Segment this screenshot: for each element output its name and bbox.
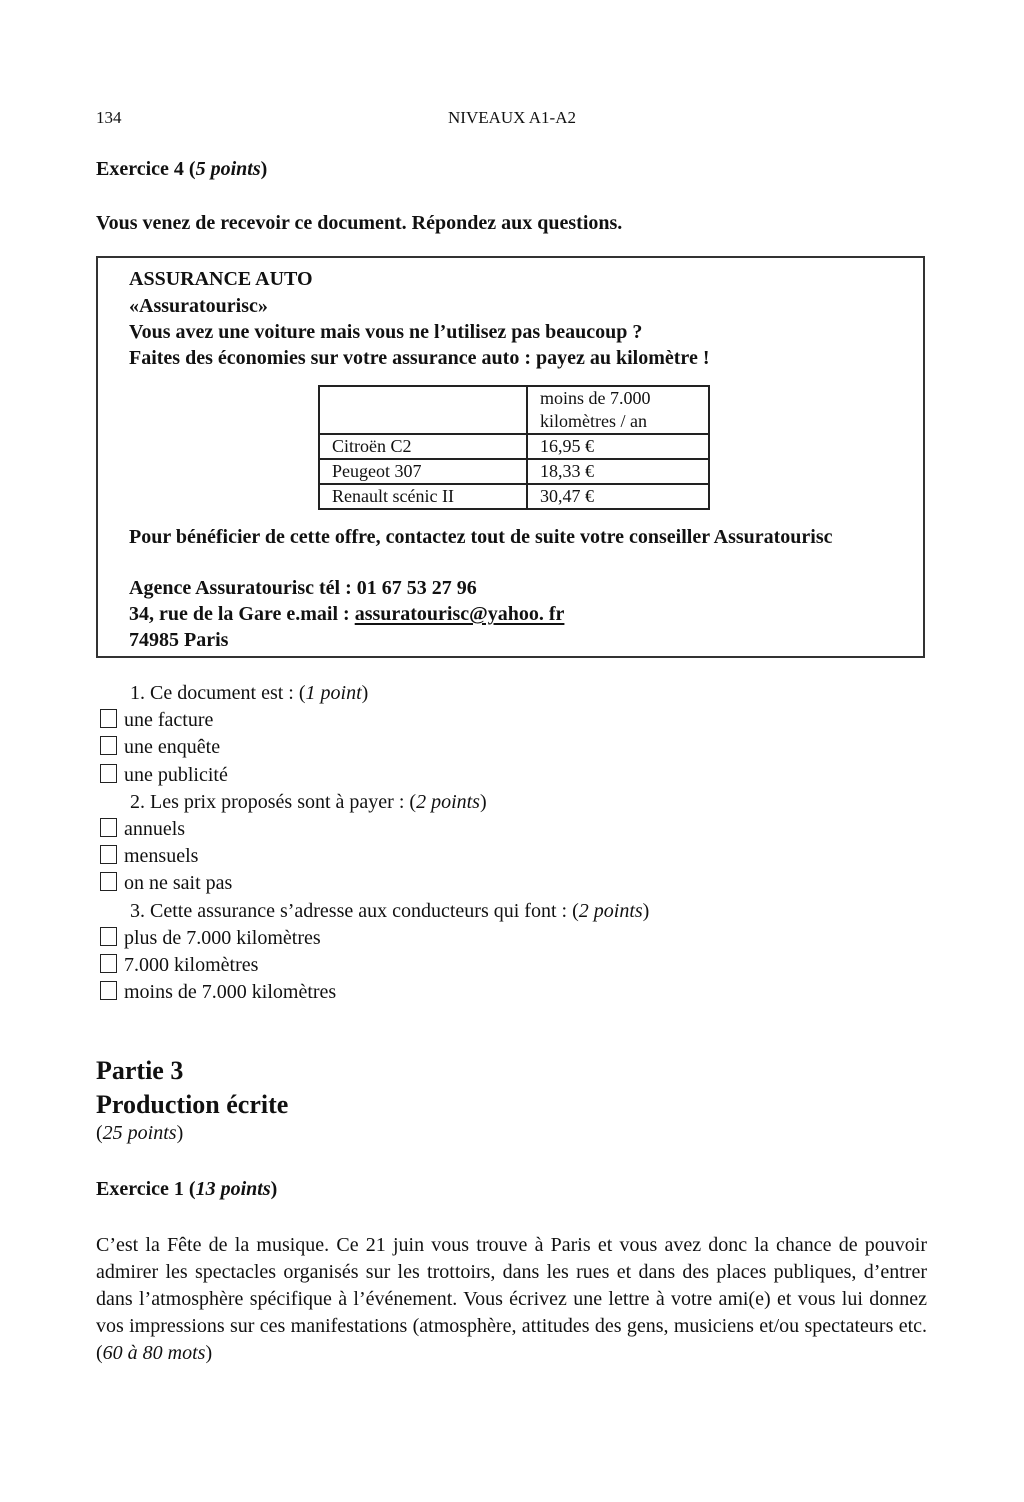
page-number: 134: [96, 108, 122, 127]
ad-brand: «Assuratourisc»: [129, 295, 268, 317]
question-3: 3. Cette assurance s’adresse aux conducteurs qui font : (2 points): [130, 899, 650, 922]
ad-city: 74985 Paris: [129, 629, 229, 651]
exercise-1-heading: Exercice 1 (13 points): [96, 1178, 278, 1200]
exercise-1-prompt: C’est la Fête de la musique. Ce 21 juin vous trouve à Paris et vous avez donc la chance de pouvoir admirer les spectacles organisés sur les trottoirs, dans les rues et dans des places publiques, d’entrer dans l’atmosphère spécifique à l’événement. Vous écrivez une lettre à votre ami(e) et vous lui donnez vos impressions sur ces manifestations (atmosphère, attitudes des gens, musiciens et/ou spectateurs etc. (60 à 80 mots): [96, 1234, 927, 1364]
table-row: [319, 484, 709, 509]
price-cell: 18,33 €: [527, 459, 709, 484]
checkbox[interactable]: [100, 927, 117, 946]
running-header: NIVEAUX A1-A2: [448, 108, 576, 127]
ad-agency: Agence Assuratourisc tél : 01 67 53 27 96: [129, 577, 477, 599]
exercise-4-heading: Exercice 4 (5 points): [96, 158, 268, 180]
ad-title: ASSURANCE AUTO: [129, 268, 313, 290]
option[interactable]: une facture: [130, 707, 649, 734]
table-row: [319, 434, 709, 459]
table-header-row: [319, 386, 709, 434]
checkbox[interactable]: [100, 954, 117, 973]
option[interactable]: mensuels: [130, 843, 649, 870]
option[interactable]: une enquête: [130, 734, 649, 761]
exercise-4-instruction: Vous venez de recevoir ce document. Répondez aux questions.: [96, 212, 623, 234]
option[interactable]: moins de 7.000 kilomètres: [130, 979, 649, 1006]
question-1: 1. Ce document est : (1 point): [130, 682, 369, 704]
checkbox[interactable]: [100, 872, 117, 891]
ad-address: 34, rue de la Gare e.mail : assuratourisc@yahoo. fr: [129, 603, 565, 625]
car-cell: Renault scénic II: [319, 484, 527, 509]
option[interactable]: plus de 7.000 kilomètres: [130, 925, 649, 952]
ad-question: Vous avez une voiture mais vous ne l’utilisez pas beaucoup ?: [129, 321, 643, 343]
checkbox[interactable]: [100, 764, 117, 783]
car-cell: Citroën C2: [319, 434, 527, 459]
car-cell: Peugeot 307: [319, 459, 527, 484]
question-2: 2. Les prix proposés sont à payer : (2 points): [130, 790, 487, 813]
price-cell: 30,47 €: [527, 484, 709, 509]
checkbox[interactable]: [100, 818, 117, 837]
option[interactable]: on ne sait pas: [130, 870, 649, 897]
checkbox[interactable]: [100, 845, 117, 864]
part-title: Partie 3: [96, 1056, 184, 1085]
table-header-cell: moins de 7.000 kilomètres / an: [527, 386, 709, 434]
ad-offer: Pour bénéficier de cette offre, contactez tout de suite votre conseiller Assuratourisc: [129, 526, 833, 548]
checkbox[interactable]: [100, 981, 117, 1000]
email-link[interactable]: assuratourisc@yahoo. fr: [354, 603, 565, 625]
table-row: [319, 459, 709, 484]
option[interactable]: annuels: [130, 816, 649, 843]
table-header-cell: [319, 386, 527, 434]
price-cell: 16,95 €: [527, 434, 709, 459]
option[interactable]: une publicité: [130, 762, 649, 789]
part-3-heading: [96, 1054, 288, 1122]
price-table: [318, 385, 710, 510]
checkbox[interactable]: [100, 709, 117, 728]
questions-list: [124, 680, 650, 1006]
checkbox[interactable]: [100, 736, 117, 755]
part-3-points: (25 points): [96, 1122, 184, 1144]
option[interactable]: 7.000 kilomètres: [130, 952, 649, 979]
part-subtitle: Production écrite: [96, 1090, 289, 1119]
advertisement-box: [96, 256, 925, 658]
ad-slogan: Faites des économies sur votre assurance auto : payez au kilomètre !: [129, 347, 710, 369]
